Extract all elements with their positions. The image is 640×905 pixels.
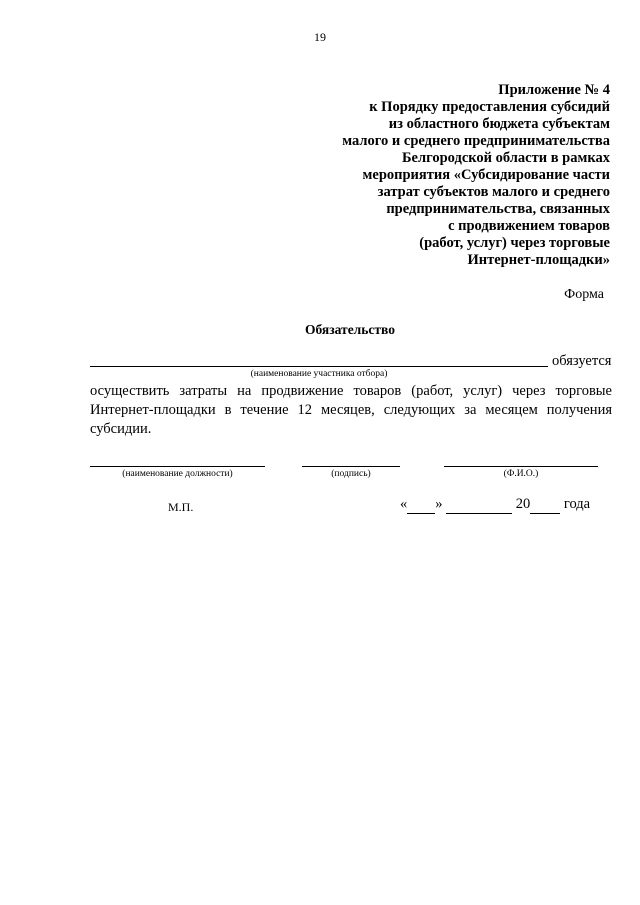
form-label: Форма — [564, 287, 604, 302]
signature-field[interactable] — [302, 466, 400, 467]
year-field[interactable] — [530, 496, 560, 514]
appendix-line: (работ, услуг) через торговые — [419, 235, 610, 251]
appendix-line: предпринимательства, связанных — [386, 201, 610, 217]
full-name-caption: (Ф.И.О.) — [503, 469, 539, 479]
day-field[interactable] — [407, 496, 435, 514]
appendix-line: мероприятия «Субсидирование части — [362, 167, 610, 183]
page-number: 19 — [314, 30, 326, 44]
date-close-quote: » — [435, 496, 443, 512]
appendix-line: к Порядку предоставления субсидий — [369, 99, 610, 115]
full-name-field[interactable] — [444, 466, 598, 467]
appendix-line: Белгородской области в рамках — [401, 150, 610, 166]
obliges-word: обязуется — [552, 353, 612, 369]
participant-name-field[interactable] — [90, 366, 548, 367]
date-open-quote: « — [400, 496, 408, 512]
stamp-place: М.П. — [168, 500, 194, 514]
date-century: 20 — [515, 496, 531, 512]
appendix-header — [230, 82, 610, 269]
date-block — [400, 496, 590, 514]
appendix-line: с продвижением товаров — [448, 218, 610, 234]
appendix-line: малого и среднего предпринимательства — [342, 133, 610, 149]
month-field[interactable] — [446, 496, 512, 514]
position-field[interactable] — [90, 466, 265, 467]
signature-caption: (подпись) — [331, 469, 371, 479]
date-year-word: года — [563, 496, 591, 512]
appendix-line: из областного бюджета субъектам — [388, 116, 610, 132]
position-caption: (наименование должности) — [122, 469, 233, 479]
participant-caption: (наименование участника отбора) — [250, 369, 388, 379]
body-text: осуществить затраты на продвижение товаров (работ, услуг) через торговые Интернет-площадки в течение 12 месяцев, следующих за месяцем получения субсидии. — [90, 383, 612, 437]
appendix-line: Интернет-площадки» — [467, 252, 610, 268]
appendix-line: Приложение № 4 — [498, 82, 610, 98]
appendix-line: затрат субъектов малого и среднего — [377, 184, 610, 200]
document-title: Обязательство — [305, 322, 395, 337]
